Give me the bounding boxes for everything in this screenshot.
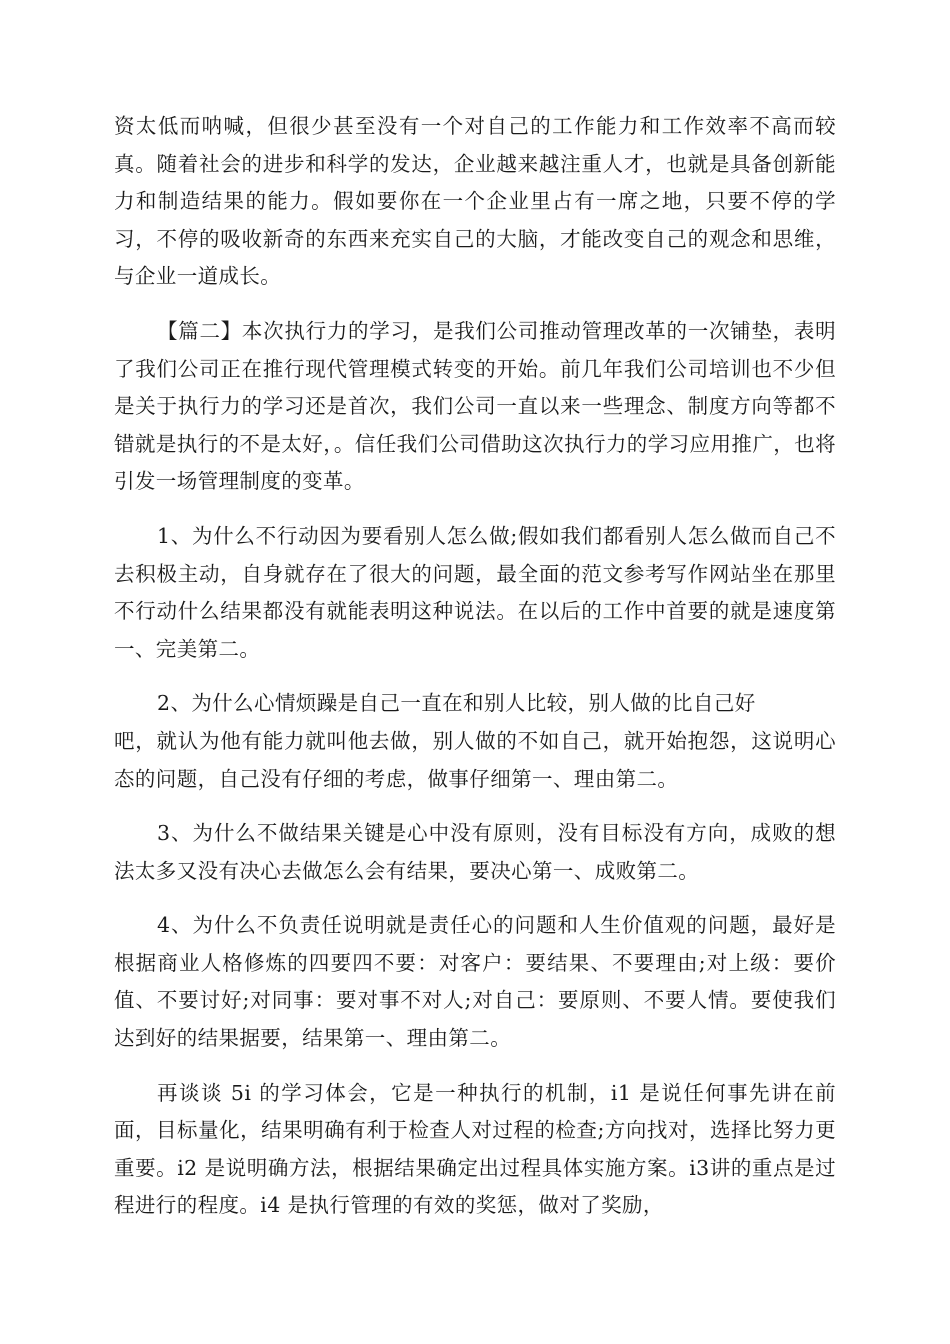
text-line: 较真。随着社会的进步和科学的发达，企业越来越注重人才，也就是具备 [114,114,836,176]
text-line: 前面，目标量化，结果明确有利于检查人对过程的检查;方向找对，选择 [114,1080,836,1143]
text-line: 的就是速度第一、完美第二。 [114,599,837,661]
text-line: 表明了我们公司正在推行现代管理模式转变的开始。前几年我们公司培训 [114,318,836,381]
text-line: 不停的学习，不停的吸收新奇的东西来充实自己的大脑，才能改变自己的 [114,189,836,251]
text-line: 坐在那里不行动什么结果都没有就能表明这种说法。在以后的工作中首要 [114,561,836,624]
paragraph-point-4 [114,907,836,1057]
text-line: 明心态的问题，自己没有仔细的考虑，做事仔细第一、理由第二。 [114,728,836,791]
paragraph-point-3 [114,815,836,890]
text-line: 观念和思维，与企业一道成长。 [114,226,837,289]
text-line: 【篇二】本次执行力的学习，是我们公司推动管理改革的一次铺垫， [157,318,794,343]
document-body [114,108,836,1242]
paragraph-intro-continuation [114,108,836,296]
text-line: 好是根据商业人格修炼的四要四不要：对客户：要结果、不要理由;对上 [114,913,836,975]
text-line: 资太低而呐喊，但很少甚至没有一个对自己的工作能力和工作效率不高而 [114,114,816,138]
text-line: 吧，就认为他有能力就叫他去做，别人做的不如自己，就开始抱怨，这说 [114,728,794,753]
text-line: 创新能力和制造结果的能力。假如要你在一个企业里占有一席之地，只要 [114,151,836,214]
text-line: 4、为什么不负责任说明就是责任心的问题和人生价值观的问题，最 [157,913,794,938]
text-line: 级：要价值、不要讨好;对同事：要对事不对人;对自己：要原则、不要人 [114,950,836,1013]
text-line: 1、为什么不行动因为要看别人怎么做;假如我们都看别人怎么做而自 [157,523,794,548]
text-line: 也不少但是关于执行力的学习还是首次，我们公司一直以来一些理念、制 [114,356,836,419]
paragraph-section-two [114,313,836,501]
text-line: 己不去积极主动，自身就存在了很大的问题，最全面的范文参考写作网站 [114,523,836,586]
text-line: 学习应用推广，也将引发一场管理制度的变革。 [114,431,836,494]
paragraph-point-2 [114,685,836,798]
text-line: 讲的重点是过程进行的程度。i4 是执行管理的有效的奖惩，做对了奖励， [114,1155,836,1218]
paragraph-5i-reflection [114,1075,836,1225]
text-line: 2、为什么心情烦躁是自己一直在和别人比较，别人做的比自己好 [157,691,756,716]
text-line: 比努力更重要。i2 是说明确方法，根据结果确定出过程具体实施方案。i3 [114,1118,836,1180]
text-line: 3、为什么不做结果关键是心中没有原则，没有目标没有方向，成败 [157,821,794,846]
text-line: 再谈谈 5i 的学习体会，它是一种执行的机制，i1 是说任何事先讲在 [157,1080,816,1105]
text-line: 情。要使我们达到好的结果据要，结果第一、理由第二。 [114,988,836,1051]
paragraph-point-1 [114,518,836,668]
text-line: 度方向等都不错就是执行的不是太好，。信任我们公司借助这次执行力的 [114,394,837,456]
text-line: 的想法太多又没有决心去做怎么会有结果，要决心第一、成败第二。 [114,821,836,883]
